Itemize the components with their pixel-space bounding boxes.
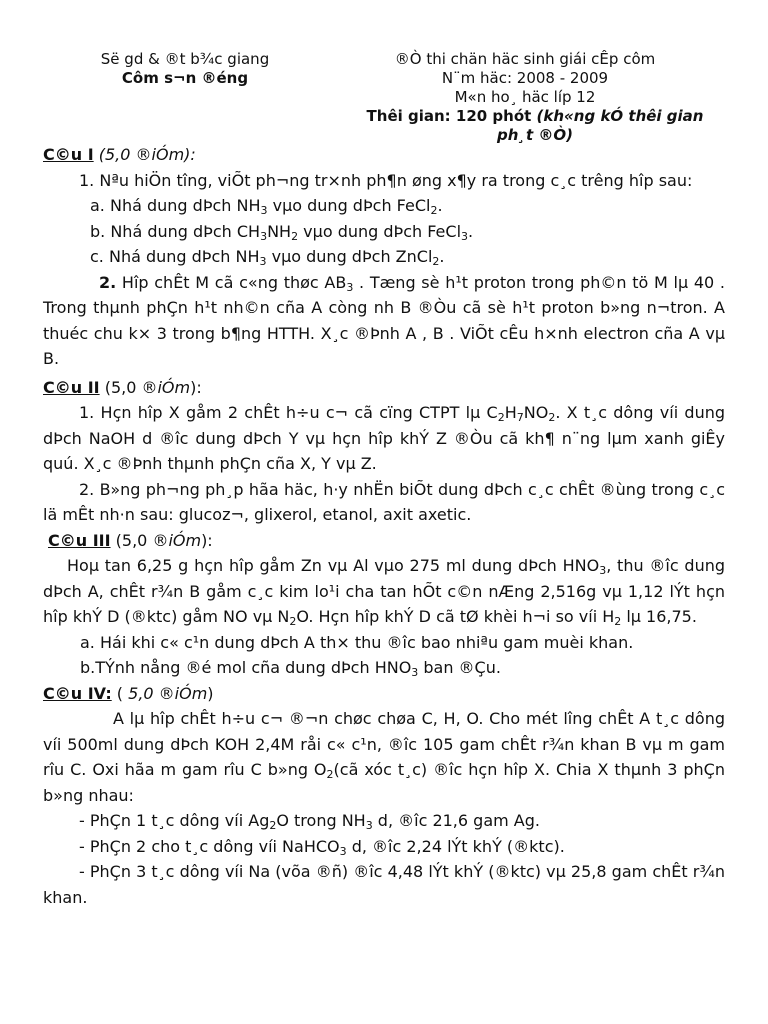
- subscript: 2: [269, 819, 277, 832]
- points-text: ®iÓm: [152, 530, 202, 550]
- school-year: N¨m häc: 2008 - 2009: [441, 69, 609, 87]
- subscript: 3: [259, 255, 267, 268]
- item-text: vµo dung dÞch ZnCl: [266, 247, 433, 266]
- item-text: d, ®îc 2,24 lÝt khÝ (®ktc).: [346, 836, 565, 856]
- subscript: 3: [260, 204, 268, 217]
- item-text: O trong NH: [276, 811, 366, 830]
- question-1-heading: [43, 142, 725, 168]
- item-text: lµ 16,75.: [621, 607, 697, 626]
- question-3-heading: [43, 528, 725, 554]
- subscript: 2: [326, 768, 334, 781]
- question-2-title: C©u II: [43, 377, 100, 397]
- points-text: 5,0 ®iÓm: [128, 683, 208, 703]
- item-text: b. Nhá dung dÞch CH: [90, 221, 261, 241]
- question-4-portion-3: - PhÇn 3 t¸c dông víi Na (võa ®ñ) ®îc 4,48 lÝt khÝ (®ktc) vµ 25,8 gam chÊt r¾n khan.: [43, 862, 725, 907]
- item-text: vµo dung dÞch FeCl: [267, 196, 431, 215]
- item-text: a. Nhá dung dÞch NH: [90, 196, 261, 215]
- question-1-item-a: [43, 193, 725, 219]
- subscript: 3: [260, 229, 268, 243]
- item-text: b.TÝnh nång ®é mol cña dung dÞch HNO: [80, 658, 412, 677]
- item-text: 1. Hçn hîp X gåm 2 chÊt h÷u c¬ cã cïng CTPT lµ C: [79, 403, 498, 422]
- points-text: ):: [201, 530, 213, 550]
- subscript: 2: [430, 204, 438, 217]
- question-2-part-2: 2. B»ng ph¬ng ph¸p hãa häc, h·y nhËn biÕt dung dÞch c¸c chÊt ®ùng trong c¸c lä mÊt nh·n sau: glucoz¬, glixerol, etanol, axit axetic.: [43, 479, 725, 524]
- item-text: d, ®îc 21,6 gam Ag.: [372, 811, 540, 830]
- subscript: 2: [291, 229, 299, 243]
- question-4-heading: [43, 681, 725, 707]
- points-text: ):: [190, 377, 202, 397]
- question-4-portion-1: [43, 808, 725, 834]
- header-left: [70, 50, 300, 88]
- item-text: . X t¸c dông víi dung dÞch NaOH d ®îc dung dÞch Y vµ hçn hîp khÝ Z ®Òu cã kh¶ n¨ng lµm xanh giÊy quú. X¸c ®Þnh thµnh phÇn cña X, Y vµ Z.: [43, 403, 726, 473]
- item-text: Hoµ tan 6,25 g hçn hîp gåm Zn vµ Al vµo 275 ml dung dÞch HNO: [67, 556, 600, 575]
- subscript: 2: [432, 255, 440, 268]
- question-1-part-1: 1. Nªu hiÖn tîng, viÕt ph¬ng tr×nh ph¶n øng x¶y ra trong c¸c trêng hîp sau:: [79, 170, 693, 190]
- item-text: O. Hçn hîp khÝ D cã tØ khèi h¬i so víi H: [296, 607, 615, 626]
- subscript: 3: [339, 844, 347, 858]
- part-number: 2.: [99, 272, 117, 292]
- item-text: (cã xóc t¸c) ®îc hçn hîp X. Chia X thµnh 3 phÇn b»ng nhau:: [43, 760, 725, 805]
- department-name: Së gd & ®t b¾c giang: [100, 50, 270, 68]
- question-2-heading: [43, 375, 725, 401]
- subscript: 7: [516, 411, 524, 424]
- item-text: NO: [523, 403, 549, 422]
- question-4-portion-2: [43, 834, 725, 860]
- question-2-part-1: [43, 400, 725, 477]
- question-1-item-c: [43, 244, 725, 270]
- question-1-title: C©u I: [43, 145, 94, 164]
- subscript: 2: [289, 615, 297, 628]
- subscript: 3: [599, 564, 607, 577]
- question-3-item-b: [43, 655, 725, 681]
- item-text: .: [439, 247, 445, 266]
- item-text: H: [504, 403, 517, 422]
- subject-line: M«n ho¸ häc líp 12: [454, 88, 596, 106]
- subscript: 3: [346, 280, 354, 294]
- subscript: 3: [365, 819, 373, 832]
- item-text: .: [468, 221, 474, 241]
- subscript: 3: [461, 229, 469, 243]
- item-text: A lµ hîp chÊt h÷u c¬ ®¬n chøc chøa C, H, O. Cho mét lîng chÊt A t¸c dông víi 500ml dung dÞch KOH 2,4M råi c« c¹n, ®îc 105 gam chÊt r¾n khan B vµ m gam rîu C. Oxi hãa m gam rîu C b»ng O: [43, 709, 725, 779]
- item-text: .: [437, 196, 443, 215]
- points-text: (: [111, 683, 129, 703]
- item-text: NH: [267, 221, 292, 241]
- time-limit: [325, 107, 725, 145]
- question-4-title: C©u IV:: [43, 683, 112, 703]
- question-1-points: (5,0 ®iÓm):: [98, 145, 196, 164]
- question-3-item-a: a. Hái khi c« c¹n dung dÞch A th× thu ®îc bao nhiªu gam muèi khan.: [80, 632, 634, 652]
- item-text: ban ®Çu.: [418, 658, 501, 677]
- subscript: 2: [497, 411, 505, 424]
- item-text: . Tæng sè h¹t proton trong ph©n tö M lµ 40 . Trong thµnh phÇn h¹t nh©n cña A còng nh B ®Òu cã sè h¹t proton b»ng n¬tron. A thuéc chu k× 3 trong b¶ng HTTH. X¸c ®Þnh A , B . ViÕt cÊu h×nh electron cña A vµ B.: [43, 272, 726, 368]
- points-text: (5,0: [104, 377, 142, 397]
- item-text: c. Nhá dung dÞch NH: [90, 247, 260, 266]
- points-text: ®iÓm: [141, 377, 191, 397]
- question-1-part-2: [43, 270, 725, 372]
- question-3-title: C©u III: [48, 530, 111, 550]
- question-4-body: [43, 706, 725, 808]
- points-text: (5,0: [115, 530, 153, 550]
- subscript: 2: [548, 411, 556, 424]
- cluster-name: Côm s¬n ®éng: [121, 69, 249, 87]
- exam-content: [43, 142, 725, 910]
- item-text: - PhÇn 2 cho t¸c dông víi NaHCO: [79, 836, 340, 856]
- item-text: - PhÇn 1 t¸c dông víi Ag: [79, 811, 270, 830]
- item-text: Hîp chÊt M cã c«ng thøc AB: [116, 272, 347, 292]
- time-limit-note: (kh«ng kÓ thêi gian ph¸t ®Ò): [497, 107, 704, 144]
- exam-title: ®Ò thi chän häc sinh giái cÊp côm: [394, 50, 656, 68]
- subscript: 2: [614, 615, 622, 628]
- item-text: vµo dung dÞch FeCl: [298, 221, 462, 241]
- time-limit-value: Thêi gian: 120 phót: [366, 107, 532, 125]
- item-text: , thu ®îc dung dÞch A, chÊt r¾n B gåm c¸c kim lo¹i cha tan hÕt c©n nÆng 2,516g vµ 1,12 lÝt hçn hîp khÝ D (®ktc) gåm NO vµ N: [43, 556, 726, 626]
- points-text: ): [207, 683, 214, 703]
- question-3-body: [43, 553, 725, 630]
- question-1-item-b: [43, 219, 725, 245]
- header-right: [325, 50, 725, 145]
- subscript: 3: [411, 666, 419, 679]
